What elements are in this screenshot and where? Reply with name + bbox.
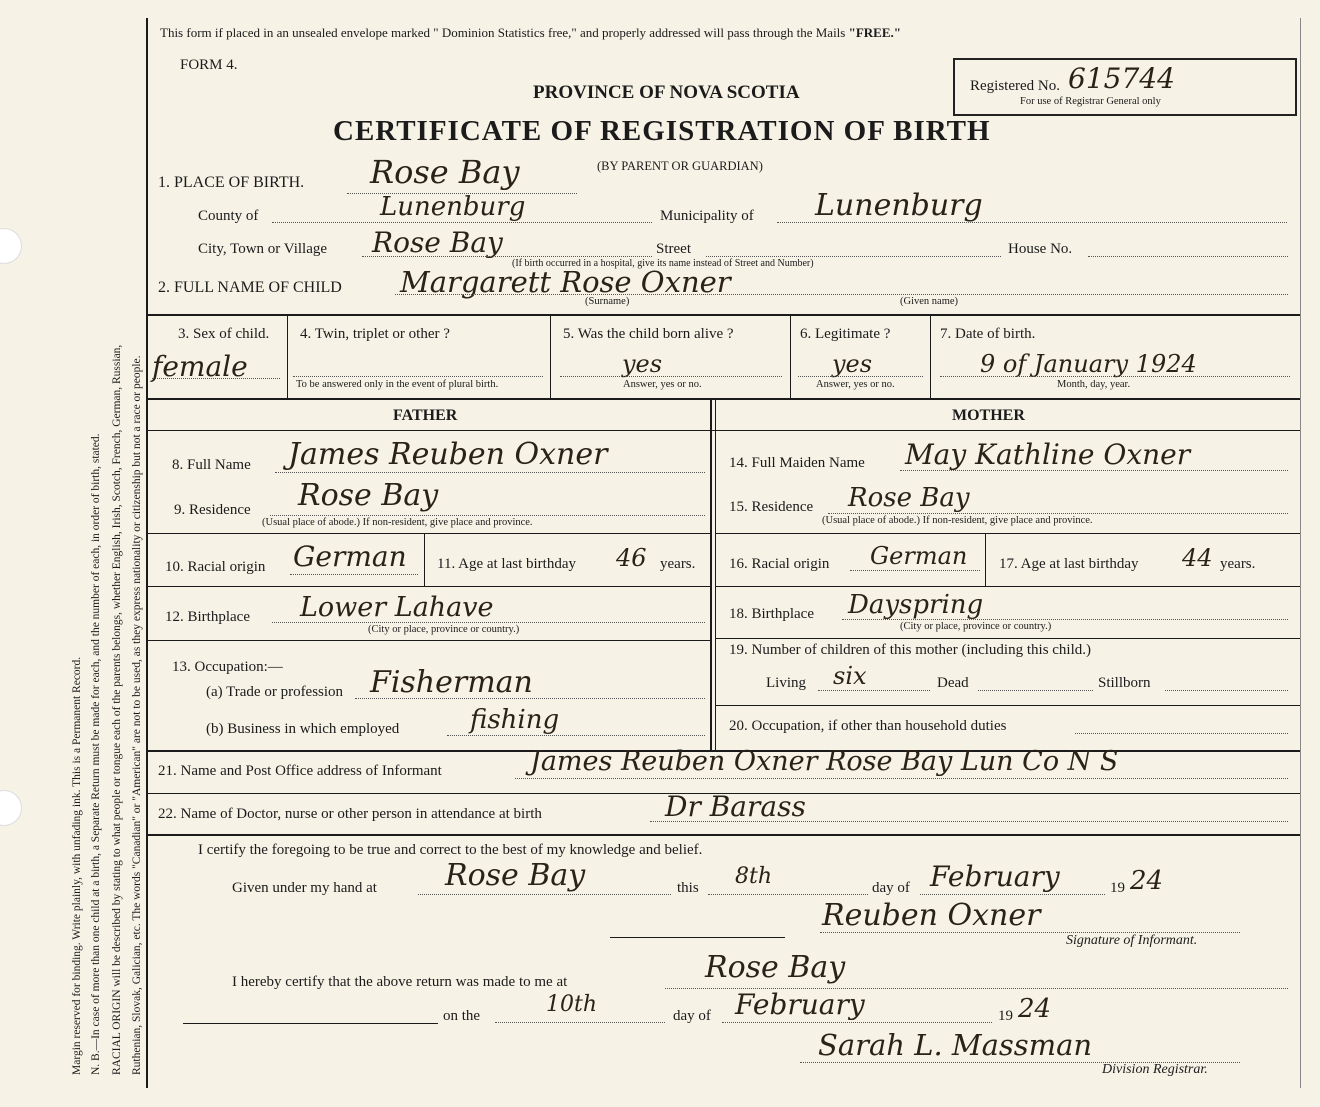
rule-above-certify: [147, 834, 1300, 836]
dead-line: [978, 690, 1093, 691]
informant-signature-line: [610, 937, 785, 938]
child-name-value: Margarett Rose Oxner: [400, 265, 731, 299]
place-of-birth-value: Rose Bay: [370, 153, 520, 191]
certify-year-value: 24: [1130, 866, 1164, 896]
mother-years-label: years.: [1220, 556, 1256, 572]
certify-statement: I certify the foregoing to be true and correct to the best of my knowledge and belief.: [198, 842, 703, 858]
father-race-divider: [424, 534, 425, 586]
city-label: City, Town or Village: [198, 241, 328, 257]
registered-label: Registered No.: [970, 78, 1060, 94]
living-label: Living: [766, 675, 806, 691]
municipality-value: Lunenburg: [815, 188, 983, 223]
province-heading: PROVINCE OF NOVA SCOTIA: [533, 82, 800, 103]
given-place-line: [418, 894, 671, 895]
mother-name-value: May Kathline Oxner: [905, 438, 1191, 471]
registrar-use-note: For use of Registrar General only: [1020, 96, 1161, 107]
rule-below-boxes: [147, 398, 1300, 400]
father-heading: FATHER: [393, 407, 458, 424]
surname-note: (Surname): [585, 296, 630, 307]
father-business-line: [447, 735, 705, 736]
registrar-month-line: [722, 1022, 992, 1023]
box-divider-3: [790, 315, 791, 399]
left-border: [146, 18, 148, 1088]
father-residence-note: (Usual place of abode.) If non-resident, give place and province.: [262, 517, 533, 528]
registrar-day-of-label: day of: [673, 1008, 711, 1024]
margin-note-2: N. B.—In case of more than one child at a birth, a Separate Return must be made for each, and the number of each, in order of birth, stated.: [90, 433, 102, 1075]
alive-label: 5. Was the child born alive ?: [563, 326, 734, 342]
father-rule-3: [147, 640, 710, 641]
living-value: six: [833, 662, 867, 690]
father-race-label: 10. Racial origin: [165, 559, 266, 575]
mail-notice: [160, 25, 901, 41]
child-name-label: 2. FULL NAME OF CHILD: [158, 279, 342, 296]
mother-race-label: 16. Racial origin: [729, 556, 830, 572]
informant-signature: Reuben Oxner: [822, 898, 1041, 933]
given-name-note: (Given name): [900, 296, 959, 307]
mother-rule-2: [716, 586, 1300, 587]
twin-line: [293, 376, 543, 377]
informant-value: James Reuben Oxner Rose Bay Lun Co N S: [530, 746, 1119, 777]
hospital-note: (If birth occurred in a hospital, give its name instead of Street and Number): [512, 258, 814, 269]
mother-birthplace-label: 18. Birthplace: [729, 606, 814, 622]
registered-number: 615744: [1068, 62, 1175, 95]
father-years-label: years.: [660, 556, 696, 572]
box-divider-4: [930, 315, 931, 399]
mother-residence-label: 15. Residence: [729, 499, 814, 515]
registrar-place-value: Rose Bay: [705, 950, 846, 985]
rule-above-boxes: [147, 314, 1300, 316]
father-race-line: [290, 574, 418, 575]
stillborn-line: [1165, 690, 1288, 691]
father-trade-value: Fisherman: [370, 665, 533, 700]
registrar-signature-label: Division Registrar.: [1102, 1062, 1208, 1077]
certify-day-value: 8th: [735, 864, 773, 889]
father-residence-value: Rose Bay: [298, 478, 439, 513]
dob-note: Month, day, year.: [1057, 379, 1131, 390]
registrar-on-label: on the: [443, 1008, 481, 1024]
mother-residence-note: (Usual place of abode.) If non-resident, give place and province.: [822, 515, 1093, 526]
margin-note-3: RACIAL ORIGIN will be described by stating to what people or tongue each of the parents belongs, whether English, Irish, Scotch, French, German, Russian,: [111, 344, 123, 1075]
stillborn-label: Stillborn: [1098, 675, 1151, 691]
father-birthplace-line: [272, 622, 705, 623]
father-age-label: 11. Age at last birthday: [437, 556, 576, 572]
mail-notice-text: This form if placed in an unsealed envelope marked " Dominion Statistics free," and properly addressed will pass through the Mails: [160, 25, 846, 40]
legitimate-value: yes: [832, 350, 873, 378]
father-rule-1: [147, 533, 710, 534]
county-label: County of: [198, 208, 259, 224]
dob-line: [940, 376, 1290, 377]
father-rule-2: [147, 586, 710, 587]
dead-label: Dead: [937, 675, 969, 691]
father-birthplace-value: Lower Lahave: [300, 592, 494, 623]
mother-birthplace-value: Dayspring: [848, 590, 984, 620]
father-name-label: 8. Full Name: [172, 457, 251, 473]
mother-rule-1: [716, 533, 1300, 534]
certify-day-of-label: day of: [872, 880, 910, 896]
certificate-title: CERTIFICATE OF REGISTRATION OF BIRTH: [333, 115, 991, 147]
dob-label: 7. Date of birth.: [940, 326, 1036, 342]
certify-month-line: [920, 894, 1105, 895]
certify-year-prefix: 19: [1110, 880, 1125, 896]
father-occupation-label: 13. Occupation:—: [172, 659, 283, 675]
place-of-birth-label: 1. PLACE OF BIRTH.: [158, 174, 305, 191]
street-label: Street: [656, 241, 691, 257]
county-value: Lunenburg: [380, 192, 526, 222]
form-number: FORM 4.: [180, 57, 238, 73]
informant-line: [515, 778, 1288, 779]
right-border: [1300, 18, 1301, 1088]
father-business-label: (b) Business in which employed: [206, 721, 400, 737]
mother-age-label: 17. Age at last birthday: [999, 556, 1139, 572]
given-place-value: Rose Bay: [445, 858, 586, 893]
mother-rule-3: [716, 638, 1300, 639]
dob-value: 9 of January 1924: [980, 350, 1197, 378]
father-age-value: 46: [616, 544, 647, 572]
by-parent-note: (BY PARENT OR GUARDIAN): [597, 159, 763, 173]
father-birthplace-label: 12. Birthplace: [165, 609, 250, 625]
margin-note-4: Ruthenian, Slovak, Galician, etc. The words "Canadian" or "American" are not to be used, as they express nationality or citizenship but not a race or people.: [131, 355, 143, 1075]
father-residence-label: 9. Residence: [174, 502, 251, 518]
alive-line: [560, 376, 782, 377]
father-trade-label: (a) Trade or profession: [206, 684, 344, 700]
certify-month-value: February: [930, 860, 1060, 893]
father-race-value: German: [293, 540, 407, 573]
sex-label: 3. Sex of child.: [178, 326, 270, 342]
sex-line: [152, 378, 280, 379]
mother-occupation-label: 20. Occupation, if other than household duties: [729, 718, 1007, 734]
given-under-label: Given under my hand at: [232, 880, 377, 896]
registrar-year-value: 24: [1018, 994, 1052, 1024]
legitimate-label: 6. Legitimate ?: [800, 326, 891, 342]
registrar-day-line: [495, 1022, 665, 1023]
legitimate-note: Answer, yes or no.: [816, 379, 895, 390]
mother-occupation-line: [1075, 733, 1288, 734]
alive-note: Answer, yes or no.: [623, 379, 702, 390]
twin-label: 4. Twin, triplet or other ?: [300, 326, 450, 342]
twin-note: To be answered only in the event of plural birth.: [296, 379, 499, 390]
mother-birthplace-line: [842, 619, 1288, 620]
father-trade-line: [355, 698, 705, 699]
rule-under-headings: [147, 430, 1300, 431]
registrar-day-value: 10th: [546, 992, 598, 1017]
certify-day-line: [708, 894, 868, 895]
box-divider-2: [550, 315, 551, 399]
doctor-line: [650, 821, 1288, 822]
registrar-statement: I hereby certify that the above return was made to me at: [232, 974, 568, 990]
municipality-line: [777, 222, 1287, 223]
city-line: [362, 256, 652, 257]
alive-value: yes: [622, 350, 663, 378]
mother-race-line: [850, 570, 980, 571]
doctor-value: Dr Barass: [665, 790, 806, 823]
legitimate-line: [798, 376, 923, 377]
street-line: [706, 256, 1001, 257]
living-line: [818, 690, 930, 691]
mother-name-label: 14. Full Maiden Name: [729, 455, 865, 471]
registrar-left-line: [183, 1023, 438, 1024]
registrar-month-value: February: [735, 988, 865, 1021]
municipality-label: Municipality of: [660, 208, 754, 224]
mother-residence-line: [828, 513, 1288, 514]
mother-heading: MOTHER: [952, 407, 1025, 424]
informant-signature-label: Signature of Informant.: [1066, 933, 1198, 948]
county-line: [272, 222, 652, 223]
city-value: Rose Bay: [372, 226, 503, 259]
mother-children-label: 19. Number of children of this mother (including this child.): [729, 642, 1092, 658]
parents-divider-inner: [715, 400, 716, 750]
informant-label: 21. Name and Post Office address of Informant: [158, 763, 442, 779]
father-residence-line: [270, 515, 705, 516]
doctor-label: 22. Name of Doctor, nurse or other person in attendance at birth: [158, 806, 542, 822]
mother-race-value: German: [870, 542, 968, 570]
margin-note-1: Margin reserved for binding. Write plainly, with unfading ink. This is a Permanent Record.: [71, 656, 83, 1075]
box-divider-1: [287, 315, 288, 399]
house-label: House No.: [1008, 241, 1073, 257]
mother-name-line: [900, 470, 1288, 471]
father-business-value: fishing: [470, 705, 560, 735]
mother-residence-value: Rose Bay: [848, 483, 970, 513]
sex-value: female: [152, 350, 248, 383]
mother-age-value: 44: [1182, 544, 1213, 572]
house-line: [1088, 256, 1288, 257]
mother-rule-4: [716, 705, 1300, 706]
registrar-year-prefix: 19: [998, 1008, 1013, 1024]
mail-notice-free: "FREE.": [848, 25, 901, 40]
father-name-line: [275, 472, 705, 473]
child-name-line: [395, 294, 1288, 295]
mother-race-divider: [985, 534, 986, 586]
mother-birthplace-note: (City or place, province or country.): [900, 621, 1052, 632]
punch-hole-top: [0, 228, 22, 264]
parents-divider: [710, 400, 712, 750]
father-name-value: James Reuben Oxner: [288, 437, 608, 472]
father-birthplace-note: (City or place, province or country.): [368, 624, 520, 635]
this-label: this: [677, 880, 699, 896]
registrar-signature: Sarah L. Massman: [818, 1028, 1093, 1062]
punch-hole-bottom: [0, 790, 22, 826]
